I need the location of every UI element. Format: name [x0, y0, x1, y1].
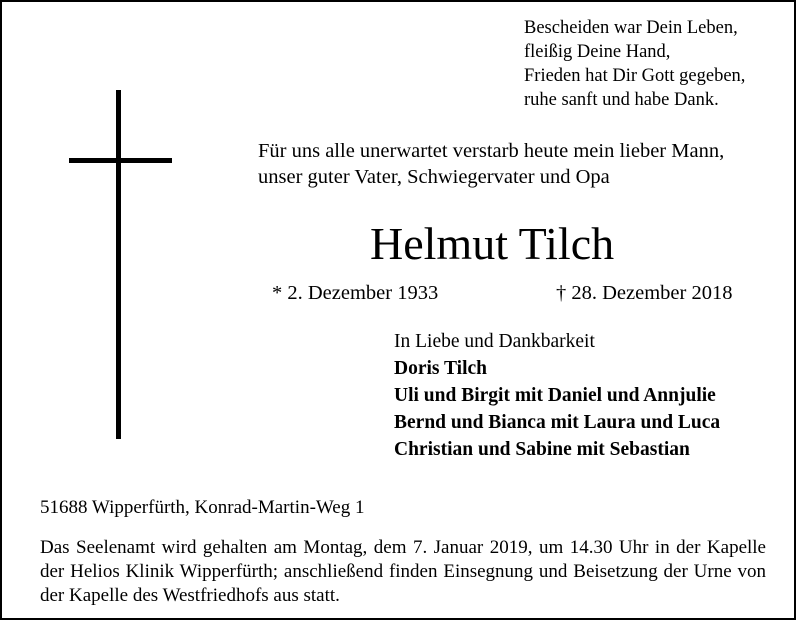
address: 51688 Wipperfürth, Konrad-Martin-Weg 1 — [40, 497, 365, 518]
mourners-block — [394, 328, 720, 463]
family-line: Doris Tilch — [394, 358, 488, 379]
poem-line: fleißig Deine Hand, — [524, 42, 671, 62]
family-line: Bernd und Bianca mit Laura und Luca — [394, 412, 721, 433]
deceased-name: Helmut Tilch — [370, 218, 615, 269]
intro-text — [258, 138, 724, 190]
poem — [524, 16, 745, 112]
cross-horizontal-bar — [69, 158, 172, 163]
family-line: Christian und Sabine mit Sebastian — [394, 439, 690, 460]
cross-vertical-bar — [116, 90, 121, 439]
poem-line: ruhe sanft und habe Dank. — [524, 90, 719, 110]
poem-line: Bescheiden war Dein Leben, — [524, 18, 738, 38]
intro-line: unser guter Vater, Schwiegervater und Opa — [258, 166, 610, 188]
family-line: Uli und Birgit mit Daniel und Annjulie — [394, 385, 716, 406]
intro-line: Für uns alle unerwartet verstarb heute mein lieber Mann, — [258, 140, 725, 162]
birth-date: * 2. Dezember 1933 — [272, 282, 439, 304]
mourners-lead: In Liebe und Dankbarkeit — [394, 331, 595, 352]
death-date: † 28. Dezember 2018 — [556, 282, 733, 304]
service-notice: Das Seelenamt wird gehalten am Montag, dem 7. Januar 2019, um 14.30 Uhr in der Kapelle der Helios Klinik Wipperfürth; anschließend finden Einsegnung und Beisetzung der Urne von der Kapelle des Westfriedhofs aus statt. — [40, 537, 766, 606]
poem-line: Frieden hat Dir Gott gegeben, — [524, 66, 746, 86]
